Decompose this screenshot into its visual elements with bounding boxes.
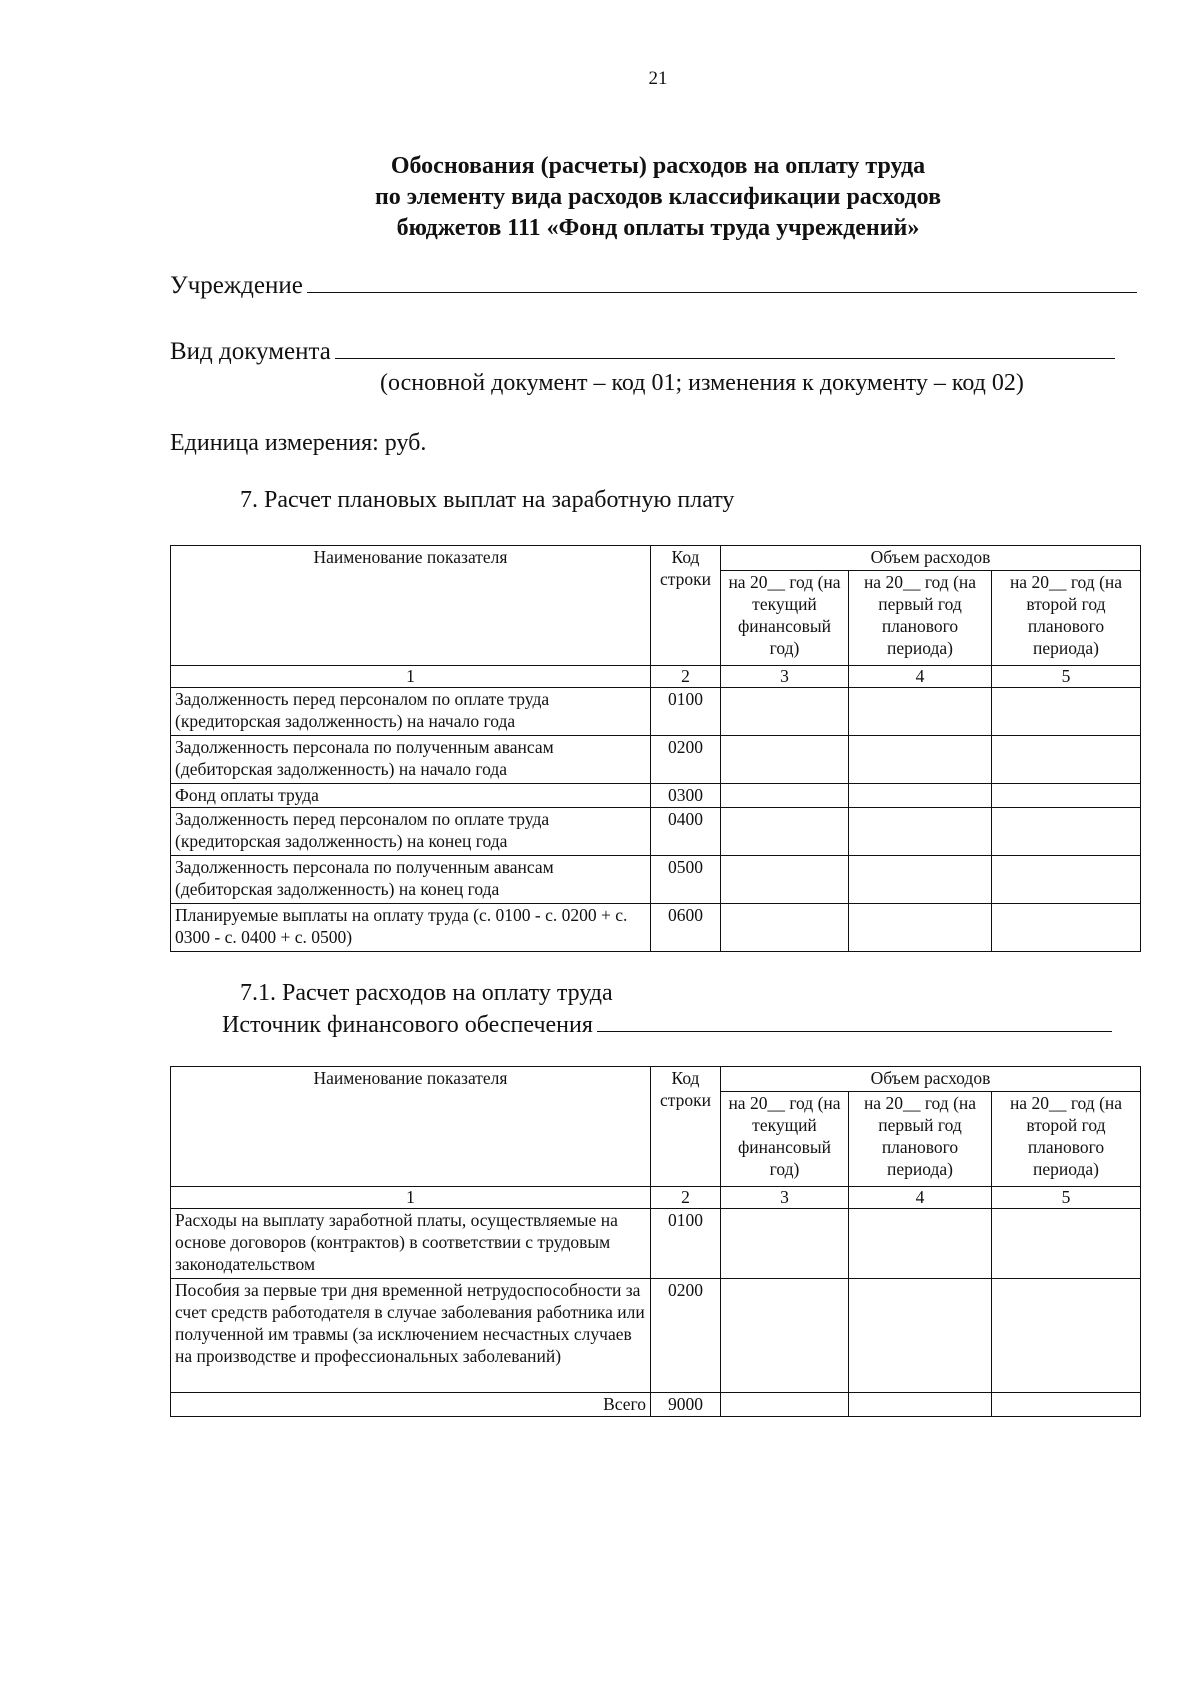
- title-line: по элементу вида расходов классификации расходов: [374, 184, 942, 210]
- column-number: 4: [849, 666, 992, 688]
- table-row: [171, 856, 1141, 904]
- value-cell-current[interactable]: [721, 688, 849, 736]
- row-name: Задолженность персонала по полученным авансам (дебиторская задолженность) на конец года: [171, 856, 651, 904]
- doc-type-label: Вид документа: [170, 338, 331, 365]
- header-period-current: на 20__ год (на текущий финансовый год): [721, 571, 849, 666]
- page-number: 21: [648, 68, 668, 89]
- total-row: [171, 1393, 1141, 1417]
- row-code: 0200: [651, 1279, 721, 1393]
- title-line: бюджетов 111 «Фонд оплаты труда учреждений»: [396, 215, 920, 241]
- institution-field: [170, 272, 1137, 300]
- labor-costs-table: [170, 1066, 1141, 1417]
- row-code: 0500: [651, 856, 721, 904]
- value-cell-current[interactable]: [721, 1279, 849, 1393]
- total-cell-current[interactable]: [721, 1393, 849, 1417]
- planned-payments-table: [170, 545, 1141, 952]
- doc-type-hint: (основной документ – код 01; изменения к документу – код 02): [380, 370, 1024, 396]
- table-row: [171, 904, 1141, 952]
- header-period-current: на 20__ год (на текущий финансовый год): [721, 1092, 849, 1187]
- header-volume: Объем расходов: [721, 546, 1141, 571]
- doc-type-input-line[interactable]: [335, 357, 1115, 359]
- row-name: Задолженность персонала по полученным авансам (дебиторская задолженность) на начало года: [171, 736, 651, 784]
- total-cell-second[interactable]: [992, 1393, 1141, 1417]
- header-name: Наименование показателя: [171, 546, 651, 666]
- value-cell-current[interactable]: [721, 736, 849, 784]
- table-row: [171, 736, 1141, 784]
- value-cell-first[interactable]: [849, 904, 992, 952]
- row-code: 0100: [651, 1209, 721, 1279]
- row-name: Фонд оплаты труда: [171, 784, 651, 808]
- table-row: [171, 808, 1141, 856]
- value-cell-first[interactable]: [849, 856, 992, 904]
- value-cell-second[interactable]: [992, 904, 1141, 952]
- column-number: 2: [651, 666, 721, 688]
- column-number: 1: [171, 666, 651, 688]
- value-cell-second[interactable]: [992, 808, 1141, 856]
- header-code: Код строки: [651, 1067, 721, 1187]
- total-code: 9000: [651, 1393, 721, 1417]
- column-number: 4: [849, 1187, 992, 1209]
- document-title: [0, 151, 1200, 244]
- column-number: 2: [651, 1187, 721, 1209]
- value-cell-current[interactable]: [721, 856, 849, 904]
- value-cell-current[interactable]: [721, 808, 849, 856]
- header-name: Наименование показателя: [171, 1067, 651, 1187]
- value-cell-current[interactable]: [721, 904, 849, 952]
- section-7-1-title: 7.1. Расчет расходов на оплату труда: [240, 980, 613, 1006]
- row-name: Расходы на выплату заработной платы, осуществляемые на основе договоров (контрактов) в соответствии с трудовым законодательством: [171, 1209, 651, 1279]
- funding-source-label: Источник финансового обеспечения: [222, 1012, 593, 1038]
- section-7-title: 7. Расчет плановых выплат на заработную плату: [240, 487, 735, 513]
- header-period-first: на 20__ год (на первый год планового периода): [849, 1092, 992, 1187]
- value-cell-second[interactable]: [992, 784, 1141, 808]
- value-cell-second[interactable]: [992, 688, 1141, 736]
- row-name: Задолженность перед персоналом по оплате труда (кредиторская задолженность) на начало года: [171, 688, 651, 736]
- unit-of-measure: Единица измерения: руб.: [170, 430, 427, 456]
- institution-input-line[interactable]: [307, 291, 1137, 293]
- value-cell-second[interactable]: [992, 856, 1141, 904]
- header-volume: Объем расходов: [721, 1067, 1141, 1092]
- value-cell-second[interactable]: [992, 1209, 1141, 1279]
- column-number: 3: [721, 666, 849, 688]
- row-name: Планируемые выплаты на оплату труда (с. 0100 - с. 0200 + с. 0300 - с. 0400 + с. 0500): [171, 904, 651, 952]
- value-cell-first[interactable]: [849, 784, 992, 808]
- row-name: Задолженность перед персоналом по оплате труда (кредиторская задолженность) на конец года: [171, 808, 651, 856]
- funding-source-field: [222, 1012, 1112, 1039]
- column-number: 3: [721, 1187, 849, 1209]
- doc-type-field: [170, 338, 1115, 366]
- header-period-second: на 20__ год (на второй год планового периода): [992, 1092, 1141, 1187]
- row-code: 0100: [651, 688, 721, 736]
- total-label: Всего: [171, 1393, 651, 1417]
- table-row: [171, 1279, 1141, 1393]
- value-cell-first[interactable]: [849, 808, 992, 856]
- column-number: 1: [171, 1187, 651, 1209]
- row-code: 0400: [651, 808, 721, 856]
- column-number: 5: [992, 1187, 1141, 1209]
- value-cell-first[interactable]: [849, 1279, 992, 1393]
- value-cell-second[interactable]: [992, 1279, 1141, 1393]
- header-period-first: на 20__ год (на первый год планового периода): [849, 571, 992, 666]
- column-number: 5: [992, 666, 1141, 688]
- value-cell-first[interactable]: [849, 1209, 992, 1279]
- total-cell-first[interactable]: [849, 1393, 992, 1417]
- value-cell-first[interactable]: [849, 688, 992, 736]
- table-row: [171, 688, 1141, 736]
- row-code: 0600: [651, 904, 721, 952]
- funding-source-input-line[interactable]: [597, 1030, 1112, 1032]
- header-code: Код строки: [651, 546, 721, 666]
- header-period-second: на 20__ год (на второй год планового периода): [992, 571, 1141, 666]
- institution-label: Учреждение: [170, 272, 303, 299]
- value-cell-second[interactable]: [992, 736, 1141, 784]
- value-cell-current[interactable]: [721, 1209, 849, 1279]
- row-code: 0300: [651, 784, 721, 808]
- row-code: 0200: [651, 736, 721, 784]
- title-line: Обоснования (расчеты) расходов на оплату труда: [390, 153, 926, 179]
- value-cell-first[interactable]: [849, 736, 992, 784]
- value-cell-current[interactable]: [721, 784, 849, 808]
- table-row: [171, 1209, 1141, 1279]
- row-name: Пособия за первые три дня временной нетрудоспособности за счет средств работодателя в случае заболевания работника или полученной им травмы (за исключением несчастных случаев на производстве и профессиональных заболеваний): [171, 1279, 651, 1393]
- table-row: [171, 784, 1141, 808]
